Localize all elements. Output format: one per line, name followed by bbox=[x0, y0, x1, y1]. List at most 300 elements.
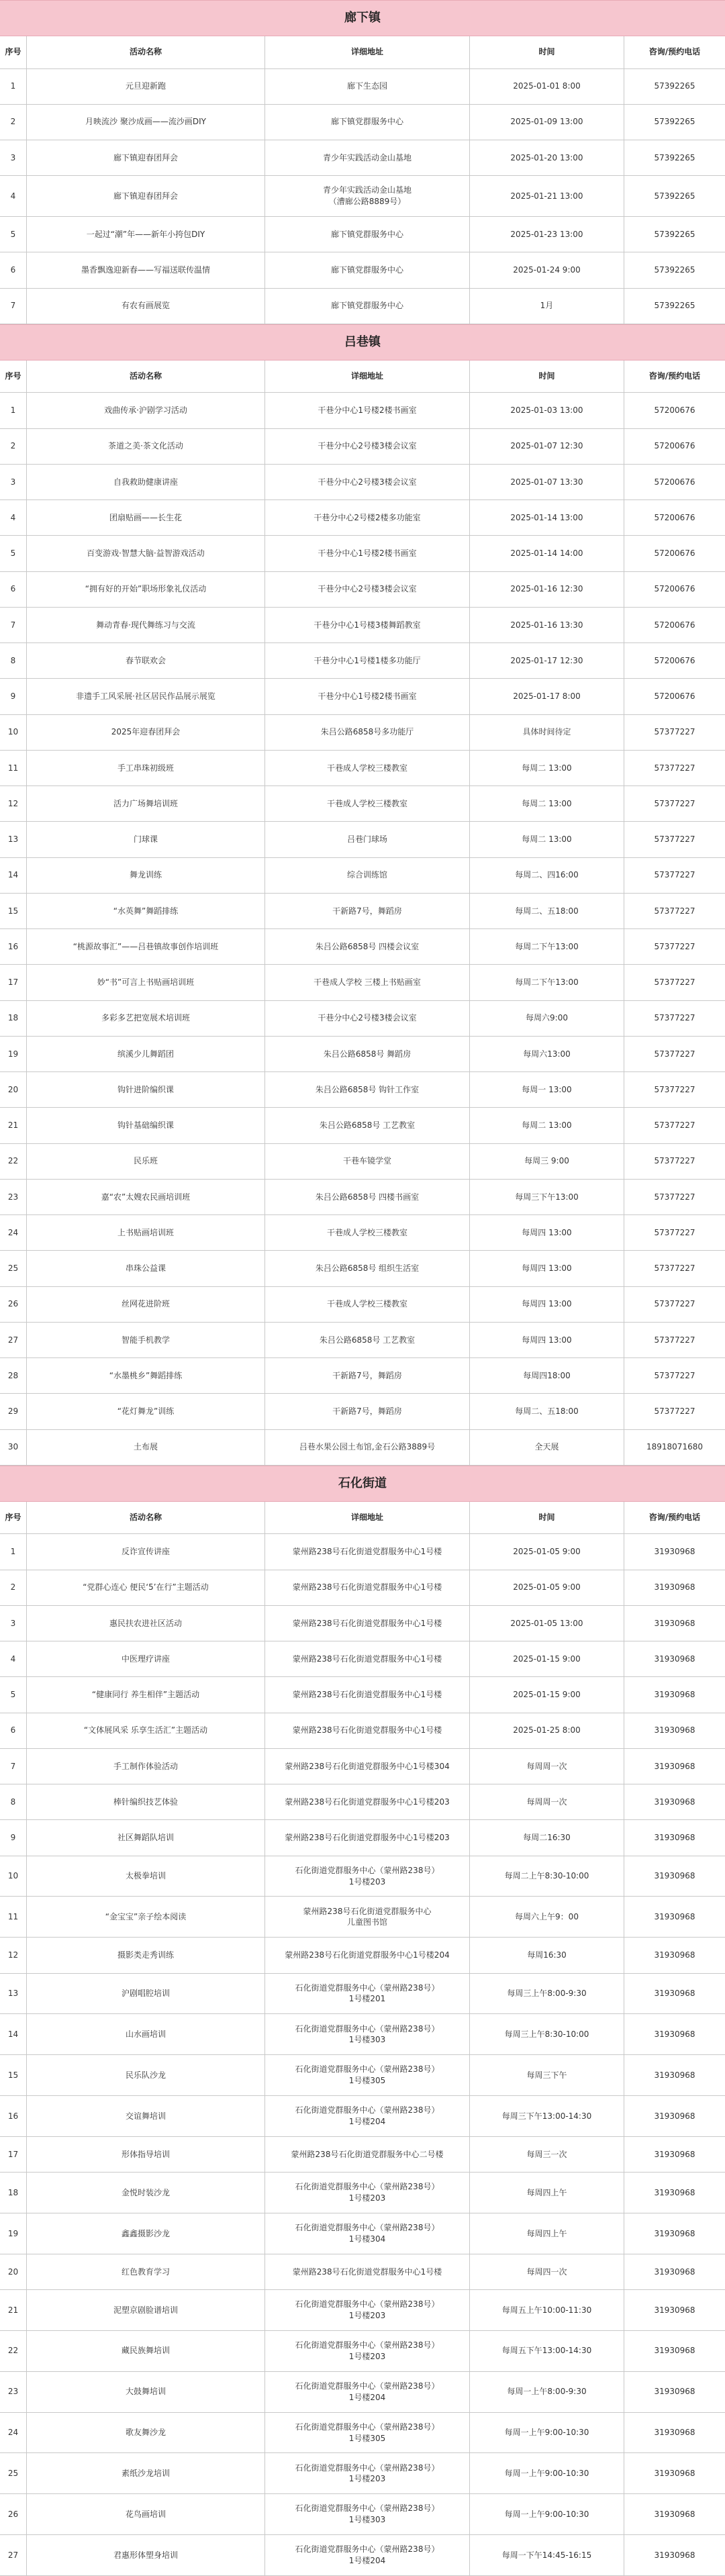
row-index: 3 bbox=[0, 465, 27, 499]
contact-phone: 57377227 bbox=[654, 1263, 695, 1274]
activity-time: 每周二、五18:00 bbox=[470, 1394, 624, 1429]
table-row bbox=[0, 1180, 725, 1215]
row-index: 15 bbox=[0, 2055, 27, 2095]
table-row bbox=[0, 786, 725, 822]
table-row bbox=[0, 751, 725, 786]
column-header: 时间 bbox=[470, 361, 624, 393]
activity-name: 摄影类走秀训练 bbox=[27, 1938, 265, 1972]
row-index: 3 bbox=[0, 1606, 27, 1641]
contact-phone: 57377227 bbox=[654, 1370, 695, 1380]
activity-address: 朱吕公路6858号多功能厅 bbox=[265, 715, 470, 750]
table-row bbox=[0, 1394, 725, 1429]
activity-address: 石化街道党群服务中心（蒙州路238号） 1号楼204 bbox=[265, 2372, 470, 2412]
activity-address: 干巷分中心1号楼1楼多功能厅 bbox=[265, 643, 470, 678]
row-index: 5 bbox=[0, 536, 27, 571]
table-row bbox=[0, 1856, 725, 1897]
activity-time: 2025-01-14 13:00 bbox=[470, 500, 624, 535]
activity-time: 每周四 13:00 bbox=[470, 1323, 624, 1357]
contact-phone: 31930968 bbox=[654, 2111, 695, 2121]
activity-address: 蒙州路238号石化街道党群服务中心1号楼 bbox=[265, 1534, 470, 1569]
activity-time: 2025-01-23 13:00 bbox=[470, 217, 624, 252]
table-row bbox=[0, 69, 725, 105]
contact-phone: 31930968 bbox=[654, 1871, 695, 1881]
table-row bbox=[0, 2372, 725, 2413]
table-row bbox=[0, 1251, 725, 1286]
row-index: 11 bbox=[0, 1897, 27, 1937]
activity-time: 每周一上午9:00-10:30 bbox=[470, 2453, 624, 2493]
table-row bbox=[0, 965, 725, 1000]
table-row bbox=[0, 715, 725, 751]
row-index: 2 bbox=[0, 105, 27, 140]
row-index: 1 bbox=[0, 393, 27, 428]
activity-name: 社区舞蹈队培训 bbox=[27, 1820, 265, 1855]
table-row bbox=[0, 536, 725, 571]
row-index: 26 bbox=[0, 1287, 27, 1322]
activity-time: 2025-01-14 14:00 bbox=[470, 536, 624, 571]
activity-time: 2025-01-09 13:00 bbox=[470, 105, 624, 140]
activity-address: 石化街道党群服务中心（蒙州路238号） 1号楼203 bbox=[265, 2453, 470, 2493]
activity-time: 2025-01-24 9:00 bbox=[470, 252, 624, 287]
activity-name: 串珠公益课 bbox=[27, 1251, 265, 1286]
contact-phone: 57200676 bbox=[654, 620, 695, 630]
table-row bbox=[0, 1713, 725, 1749]
row-index: 21 bbox=[0, 2290, 27, 2330]
contact-phone: 57200676 bbox=[654, 406, 695, 416]
activity-name: 钩针基础编织课 bbox=[27, 1108, 265, 1143]
activity-name: 春节联欢会 bbox=[27, 643, 265, 678]
activity-time: 每周一上午8:00-9:30 bbox=[470, 2372, 624, 2412]
activity-time: 每周一 13:00 bbox=[470, 1072, 624, 1107]
activity-name: 棒针编织技艺体验 bbox=[27, 1784, 265, 1819]
row-index: 1 bbox=[0, 1534, 27, 1569]
row-index: 21 bbox=[0, 1108, 27, 1143]
contact-phone: 57392265 bbox=[654, 191, 695, 201]
row-index: 17 bbox=[0, 965, 27, 1000]
activity-time: 每周五上午10:00-11:30 bbox=[470, 2290, 624, 2330]
activity-name: “桃源故事汇”——吕巷镇故事创作培训班 bbox=[27, 929, 265, 964]
activity-name: 钩针进阶编织课 bbox=[27, 1072, 265, 1107]
activity-address: 石化街道党群服务中心（蒙州路238号） 1号楼305 bbox=[265, 2055, 470, 2095]
table-row bbox=[0, 679, 725, 714]
activity-address: 青少年实践活动金山基地 bbox=[265, 140, 470, 175]
contact-phone: 57377227 bbox=[654, 763, 695, 773]
table-row bbox=[0, 1820, 725, 1856]
activity-address: 廊下生态园 bbox=[265, 69, 470, 104]
activity-address: 干巷分中心2号楼3楼会议室 bbox=[265, 1001, 470, 1036]
activity-address: 石化街道党群服务中心（蒙州路238号） 1号楼201 bbox=[265, 1974, 470, 2014]
row-index: 7 bbox=[0, 608, 27, 642]
activity-address: 干巷分中心1号楼2楼书画室 bbox=[265, 679, 470, 714]
activity-time: 每周三上午8:00-9:30 bbox=[470, 1974, 624, 2014]
contact-phone: 31930968 bbox=[654, 2468, 695, 2478]
table-row bbox=[0, 858, 725, 894]
activity-address: 蒙州路238号石化街道党群服务中心1号楼 bbox=[265, 1677, 470, 1712]
row-index: 4 bbox=[0, 500, 27, 535]
activity-name: 2025年迎春团拜会 bbox=[27, 715, 265, 750]
activity-time: 每周六上午9：00 bbox=[470, 1897, 624, 1937]
table-row bbox=[0, 2254, 725, 2290]
row-index: 23 bbox=[0, 2372, 27, 2412]
table-row bbox=[0, 2055, 725, 2096]
activity-address: 石化街道党群服务中心（蒙州路238号） 1号楼203 bbox=[265, 2331, 470, 2371]
table-header-row bbox=[0, 361, 725, 393]
activity-time: 每周三下午13:00 bbox=[470, 1180, 624, 1214]
activity-time: 每周四18:00 bbox=[470, 1358, 624, 1393]
row-index: 28 bbox=[0, 1358, 27, 1393]
activity-name: “金宝宝”亲子绘本阅读 bbox=[27, 1897, 265, 1937]
contact-phone: 57377227 bbox=[654, 941, 695, 951]
activity-time: 每周二 13:00 bbox=[470, 1108, 624, 1143]
activity-address: 石化街道党群服务中心（蒙州路238号） 1号楼303 bbox=[265, 2014, 470, 2054]
table-row bbox=[0, 1677, 725, 1713]
contact-phone: 31930968 bbox=[654, 1950, 695, 1960]
contact-phone: 57200676 bbox=[654, 548, 695, 559]
table-row bbox=[0, 2494, 725, 2535]
activity-address: 朱吕公路6858号 四楼会议室 bbox=[265, 929, 470, 964]
column-header: 序号 bbox=[0, 1502, 27, 1534]
row-index: 19 bbox=[0, 2213, 27, 2254]
contact-phone: 57377227 bbox=[654, 1335, 695, 1345]
activity-name: 智能手机教学 bbox=[27, 1323, 265, 1357]
table-row bbox=[0, 1287, 725, 1323]
activity-name: 门球课 bbox=[27, 822, 265, 857]
contact-phone: 31930968 bbox=[654, 1618, 695, 1628]
activity-time: 2025-01-16 12:30 bbox=[470, 572, 624, 607]
table-row bbox=[0, 1430, 725, 1466]
activity-address: 蒙州路238号石化街道党群服务中心二号楼 bbox=[265, 2137, 470, 2172]
contact-phone: 31930968 bbox=[654, 2228, 695, 2238]
row-index: 10 bbox=[0, 715, 27, 750]
activity-time: 每周三下午 bbox=[470, 2055, 624, 2095]
row-index: 19 bbox=[0, 1037, 27, 1071]
activity-name: 一起过“潮”年——新年小挎包DIY bbox=[27, 217, 265, 252]
contact-phone: 31930968 bbox=[654, 1989, 695, 1999]
activity-time: 2025-01-16 13:30 bbox=[470, 608, 624, 642]
activity-name: 惠民扶农进社区活动 bbox=[27, 1606, 265, 1641]
column-header: 时间 bbox=[470, 36, 624, 68]
activity-time: 2025-01-15 9:00 bbox=[470, 1641, 624, 1676]
activity-name: 百变游戏·智慧大脑·益智游戏活动 bbox=[27, 536, 265, 571]
activity-time: 每周周一次 bbox=[470, 1749, 624, 1784]
table-row bbox=[0, 2096, 725, 2137]
table-header-row bbox=[0, 1502, 725, 1535]
contact-phone: 57377227 bbox=[654, 1156, 695, 1166]
table-row bbox=[0, 2290, 725, 2331]
activity-address: 朱吕公路6858号 舞蹈房 bbox=[265, 1037, 470, 1071]
activity-address: 干巷分中心2号楼3楼会议室 bbox=[265, 465, 470, 499]
activity-time: 每周二16:30 bbox=[470, 1820, 624, 1855]
activity-name: 多彩多艺把宽展术培训班 bbox=[27, 1001, 265, 1036]
activity-address: 干巷成人学校三楼教室 bbox=[265, 1215, 470, 1250]
contact-phone: 31930968 bbox=[654, 1725, 695, 1735]
contact-phone: 57200676 bbox=[654, 512, 695, 522]
activity-address: 蒙州路238号石化街道党群服务中心1号楼 bbox=[265, 1713, 470, 1748]
activity-name: 金悦时装沙龙 bbox=[27, 2173, 265, 2213]
activity-address: 干巷成人学校三楼教室 bbox=[265, 751, 470, 785]
activity-address: 蒙州路238号石化街道党群服务中心1号楼 bbox=[265, 1606, 470, 1641]
row-index: 9 bbox=[0, 679, 27, 714]
activity-name: 君惠形体塑身培训 bbox=[27, 2535, 265, 2575]
contact-phone: 57377227 bbox=[654, 1084, 695, 1094]
table-row bbox=[0, 894, 725, 929]
section-title: 吕巷镇 bbox=[0, 324, 725, 361]
activity-time: 每周二下午13:00 bbox=[470, 929, 624, 964]
activity-address: 石化街道党群服务中心（蒙州路238号） 1号楼203 bbox=[265, 2173, 470, 2213]
activity-name: 茶道之美·茶文化活动 bbox=[27, 429, 265, 464]
activity-name: 手工制作体验活动 bbox=[27, 1749, 265, 1784]
row-index: 15 bbox=[0, 894, 27, 928]
activity-address: 朱吕公路6858号 钩针工作室 bbox=[265, 1072, 470, 1107]
table-row bbox=[0, 2453, 725, 2494]
activity-address: 石化街道党群服务中心（蒙州路238号） 1号楼305 bbox=[265, 2413, 470, 2453]
activity-address: 干巷分中心1号楼3楼舞蹈教室 bbox=[265, 608, 470, 642]
activity-time: 每周一上午9:00-10:30 bbox=[470, 2413, 624, 2453]
column-header: 详细地址 bbox=[265, 36, 470, 68]
contact-phone: 57377227 bbox=[654, 1299, 695, 1309]
activity-address: 青少年实践活动金山基地 （漕廊公路8889号） bbox=[265, 176, 470, 216]
activity-name: “文体展风采 乐享生活汇”主题活动 bbox=[27, 1713, 265, 1748]
activity-name: 元旦迎新跑 bbox=[27, 69, 265, 104]
activity-time: 每周六9:00 bbox=[470, 1001, 624, 1036]
table-row bbox=[0, 2413, 725, 2454]
activity-time: 2025-01-05 9:00 bbox=[470, 1570, 624, 1605]
activity-name: 墨香飘逸迎新春——写福送联传温情 bbox=[27, 252, 265, 287]
row-index: 25 bbox=[0, 2453, 27, 2493]
column-header: 序号 bbox=[0, 36, 27, 68]
activity-time: 2025-01-05 13:00 bbox=[470, 1606, 624, 1641]
contact-phone: 57377227 bbox=[654, 977, 695, 988]
contact-phone: 31930968 bbox=[654, 2070, 695, 2080]
activity-address: 石化街道党群服务中心（蒙州路238号） 1号楼203 bbox=[265, 1856, 470, 1897]
activity-address: 蒙州路238号石化街道党群服务中心1号楼 bbox=[265, 1570, 470, 1605]
activity-time: 2025-01-25 8:00 bbox=[470, 1713, 624, 1748]
activity-name: “花灯舞龙”训练 bbox=[27, 1394, 265, 1429]
column-header: 详细地址 bbox=[265, 361, 470, 393]
row-index: 26 bbox=[0, 2494, 27, 2534]
table-row bbox=[0, 1534, 725, 1570]
activity-address: 干巷分中心2号楼3楼会议室 bbox=[265, 572, 470, 607]
activity-name: 妙“书”可言上书贴画培训班 bbox=[27, 965, 265, 1000]
table-row bbox=[0, 465, 725, 500]
activity-address: 干新路7号，舞蹈房 bbox=[265, 1358, 470, 1393]
contact-phone: 31930968 bbox=[654, 2550, 695, 2560]
contact-phone: 57377227 bbox=[654, 870, 695, 880]
activity-time: 每周四上午 bbox=[470, 2173, 624, 2213]
activity-time: 每周二 13:00 bbox=[470, 786, 624, 821]
activity-address: 干巷分中心1号楼2楼书画室 bbox=[265, 536, 470, 571]
contact-phone: 57377227 bbox=[654, 1227, 695, 1237]
activity-address: 朱吕公路6858号 四楼书画室 bbox=[265, 1180, 470, 1214]
activity-name: 廊下镇迎春团拜会 bbox=[27, 176, 265, 216]
activity-address: 廊下镇党群服务中心 bbox=[265, 105, 470, 140]
table-row bbox=[0, 1784, 725, 1820]
activity-time: 每周四 13:00 bbox=[470, 1287, 624, 1322]
row-index: 23 bbox=[0, 1180, 27, 1214]
activity-name: 素纸沙龙培训 bbox=[27, 2453, 265, 2493]
activity-name: 丝网花进阶班 bbox=[27, 1287, 265, 1322]
activity-address: 吕巷水果公园土布馆,金石公路3889号 bbox=[265, 1430, 470, 1465]
column-header: 序号 bbox=[0, 361, 27, 393]
column-header: 咨询/预约电话 bbox=[648, 371, 701, 381]
activity-name: 大鼓舞培训 bbox=[27, 2372, 265, 2412]
contact-phone: 57377227 bbox=[654, 906, 695, 916]
activity-name: 非遗手工风采展·社区居民作品展示展览 bbox=[27, 679, 265, 714]
contact-phone: 57200676 bbox=[654, 655, 695, 665]
activity-name: 舞龙训练 bbox=[27, 858, 265, 893]
activity-name: 太极拳培训 bbox=[27, 1856, 265, 1897]
activity-time: 2025-01-15 9:00 bbox=[470, 1677, 624, 1712]
activity-time: 2025-01-17 12:30 bbox=[470, 643, 624, 678]
activity-time: 每周二 13:00 bbox=[470, 822, 624, 857]
table-row bbox=[0, 643, 725, 679]
row-index: 18 bbox=[0, 2173, 27, 2213]
row-index: 6 bbox=[0, 1713, 27, 1748]
activity-name: 嘉“农”太嫂农民画培训班 bbox=[27, 1180, 265, 1214]
contact-phone: 57392265 bbox=[654, 152, 695, 162]
table-row bbox=[0, 2173, 725, 2213]
table-row bbox=[0, 252, 725, 288]
activity-time: 2025-01-07 13:30 bbox=[470, 465, 624, 499]
contact-phone: 31930968 bbox=[654, 2387, 695, 2397]
activity-time: 每周一下午14:45-16:15 bbox=[470, 2535, 624, 2575]
activity-name: 花鸟画培训 bbox=[27, 2494, 265, 2534]
row-index: 16 bbox=[0, 2096, 27, 2136]
contact-phone: 57377227 bbox=[654, 1192, 695, 1202]
activity-address: 综合训练馆 bbox=[265, 858, 470, 893]
table-row bbox=[0, 929, 725, 965]
activity-name: 民乐队沙龙 bbox=[27, 2055, 265, 2095]
contact-phone: 18918071680 bbox=[646, 1442, 703, 1452]
activity-address: 廊下镇党群服务中心 bbox=[265, 217, 470, 252]
table-row bbox=[0, 608, 725, 643]
row-index: 12 bbox=[0, 786, 27, 821]
activity-address: 石化街道党群服务中心（蒙州路238号） 1号楼204 bbox=[265, 2535, 470, 2575]
row-index: 22 bbox=[0, 1144, 27, 1179]
contact-phone: 57200676 bbox=[654, 477, 695, 487]
activity-address: 石化街道党群服务中心（蒙州路238号） 1号楼304 bbox=[265, 2213, 470, 2254]
activity-name: 活力广场舞培训班 bbox=[27, 786, 265, 821]
activity-time: 每周三上午8:30-10:00 bbox=[470, 2014, 624, 2054]
table-row bbox=[0, 572, 725, 608]
row-index: 7 bbox=[0, 289, 27, 324]
row-index: 2 bbox=[0, 429, 27, 464]
row-index: 12 bbox=[0, 1938, 27, 1972]
activity-name: 手工串珠初级班 bbox=[27, 751, 265, 785]
activity-name: “水英舞”舞蹈排练 bbox=[27, 894, 265, 928]
activity-time: 每周二 13:00 bbox=[470, 751, 624, 785]
table-row bbox=[0, 393, 725, 428]
column-header: 活动名称 bbox=[27, 1502, 265, 1534]
activity-time: 每周16:30 bbox=[470, 1938, 624, 1972]
activity-name: “拥有好的开始”职场形象礼仪活动 bbox=[27, 572, 265, 607]
table-row bbox=[0, 2213, 725, 2254]
activity-time: 2025-01-20 13:00 bbox=[470, 140, 624, 175]
contact-phone: 31930968 bbox=[654, 1547, 695, 1557]
row-index: 17 bbox=[0, 2137, 27, 2172]
contact-phone: 31930968 bbox=[654, 2346, 695, 2356]
table-row bbox=[0, 289, 725, 324]
row-index: 24 bbox=[0, 1215, 27, 1250]
activity-name: “健康同行 养生相伴”主题活动 bbox=[27, 1677, 265, 1712]
activity-address: 干巷分中心1号楼2楼书画室 bbox=[265, 393, 470, 428]
activity-time: 2025-01-17 8:00 bbox=[470, 679, 624, 714]
activity-time: 每周一上午9:00-10:30 bbox=[470, 2494, 624, 2534]
table-row bbox=[0, 1144, 725, 1180]
activity-address: 朱吕公路6858号 工艺教室 bbox=[265, 1323, 470, 1357]
activity-name: 有农有画展览 bbox=[27, 289, 265, 324]
activity-name: 红色教育学习 bbox=[27, 2254, 265, 2289]
row-index: 9 bbox=[0, 1820, 27, 1855]
activity-address: 蒙州路238号石化街道党群服务中心1号楼204 bbox=[265, 1938, 470, 1972]
activity-time: 2025-01-21 13:00 bbox=[470, 176, 624, 216]
activity-time: 每周四 13:00 bbox=[470, 1215, 624, 1250]
activity-time: 全天展 bbox=[470, 1430, 624, 1465]
contact-phone: 31930968 bbox=[654, 1582, 695, 1592]
table-row bbox=[0, 1641, 725, 1677]
activity-address: 蒙州路238号石化街道党群服务中心1号楼203 bbox=[265, 1784, 470, 1819]
contact-phone: 31930968 bbox=[654, 1911, 695, 1921]
row-index: 2 bbox=[0, 1570, 27, 1605]
row-index: 18 bbox=[0, 1001, 27, 1036]
row-index: 4 bbox=[0, 1641, 27, 1676]
column-header: 活动名称 bbox=[27, 36, 265, 68]
activity-name: 舞动青春·现代舞练习与交流 bbox=[27, 608, 265, 642]
table-row bbox=[0, 1001, 725, 1037]
activity-address: 朱吕公路6858号 工艺教室 bbox=[265, 1108, 470, 1143]
row-index: 22 bbox=[0, 2331, 27, 2371]
table-row bbox=[0, 1938, 725, 1973]
activity-time: 具体时间待定 bbox=[470, 715, 624, 750]
activity-time: 1月 bbox=[470, 289, 624, 324]
activity-address: 蒙州路238号石化街道党群服务中心1号楼 bbox=[265, 1641, 470, 1676]
column-header: 时间 bbox=[470, 1502, 624, 1534]
activity-address: 干巷分中心2号楼2楼多功能室 bbox=[265, 500, 470, 535]
table-row bbox=[0, 1897, 725, 1938]
contact-phone: 57377227 bbox=[654, 1013, 695, 1023]
activity-address: 干巷成人学校三楼教室 bbox=[265, 1287, 470, 1322]
activity-name: 反诈宣传讲座 bbox=[27, 1534, 265, 1569]
contact-phone: 57377227 bbox=[654, 1406, 695, 1417]
activity-time: 每周三下午13:00-14:30 bbox=[470, 2096, 624, 2136]
activity-address: 干新路7号，舞蹈房 bbox=[265, 894, 470, 928]
contact-phone: 57392265 bbox=[654, 301, 695, 311]
activity-time: 每周二下午13:00 bbox=[470, 965, 624, 1000]
contact-phone: 57392265 bbox=[654, 81, 695, 91]
activity-time: 每周三 9:00 bbox=[470, 1144, 624, 1179]
row-index: 8 bbox=[0, 1784, 27, 1819]
activity-time: 每周周一次 bbox=[470, 1784, 624, 1819]
activity-address: 蒙州路238号石化街道党群服务中心1号楼304 bbox=[265, 1749, 470, 1784]
activity-address: 廊下镇党群服务中心 bbox=[265, 252, 470, 287]
activity-time: 每周二、四16:00 bbox=[470, 858, 624, 893]
activity-name: 形体指导培训 bbox=[27, 2137, 265, 2172]
table-row bbox=[0, 140, 725, 176]
section-title: 石化街道 bbox=[0, 1466, 725, 1502]
table-row bbox=[0, 1037, 725, 1072]
row-index: 30 bbox=[0, 1430, 27, 1465]
table-header-row bbox=[0, 36, 725, 69]
table-row bbox=[0, 1749, 725, 1784]
row-index: 27 bbox=[0, 1323, 27, 1357]
row-index: 5 bbox=[0, 217, 27, 252]
activity-address: 石化街道党群服务中心（蒙州路238号） 1号楼203 bbox=[265, 2290, 470, 2330]
row-index: 7 bbox=[0, 1749, 27, 1784]
row-index: 16 bbox=[0, 929, 27, 964]
contact-phone: 31930968 bbox=[654, 1797, 695, 1807]
contact-phone: 57200676 bbox=[654, 584, 695, 594]
activity-name: 民乐班 bbox=[27, 1144, 265, 1179]
activity-name: 泥塑京剧脸谱培训 bbox=[27, 2290, 265, 2330]
